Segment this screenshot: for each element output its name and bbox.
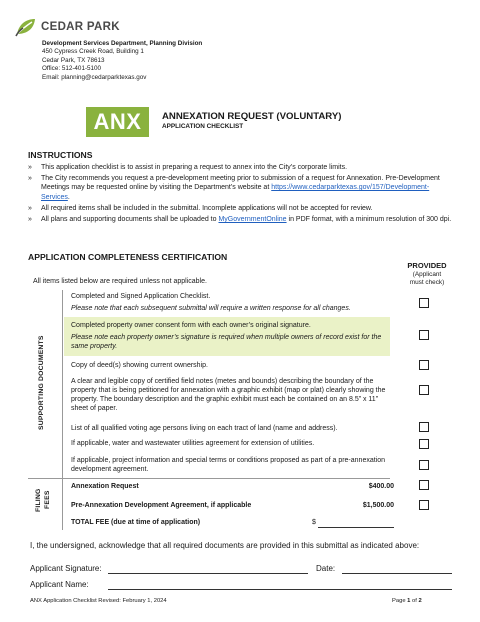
bullet: » bbox=[28, 175, 32, 183]
checklist-item bbox=[71, 292, 391, 313]
office-phone: Office: 512-401-5100 bbox=[42, 65, 102, 73]
form-subtitle: APPLICATION CHECKLIST bbox=[162, 123, 244, 130]
checkbox-application-checklist[interactable] bbox=[419, 298, 429, 308]
mygovernmentonline-link[interactable]: MyGovernmentOnline bbox=[218, 216, 287, 224]
page-label: Page bbox=[392, 598, 406, 604]
all-required-note: All items listed below are required unless not applicable. bbox=[33, 278, 207, 285]
instruction-text-part: . bbox=[67, 193, 70, 201]
instruction-text-part: The City recommends you request a pre-development meeting prior to submission of a request for Annexation. Pre-Development Meetings may be requested online by visiting the Department’s website at bbox=[41, 175, 440, 192]
checkbox-agreement-fee[interactable] bbox=[419, 500, 429, 510]
anx-badge: ANX bbox=[86, 107, 149, 137]
instruction-text: All required items shall be included in the submittal. Incomplete applications will not be accepted for review. bbox=[41, 204, 373, 212]
checkbox-field-notes[interactable] bbox=[419, 385, 429, 395]
section-divider bbox=[28, 478, 390, 479]
page-of: of bbox=[412, 598, 417, 604]
bullet: » bbox=[28, 164, 32, 171]
cedar-park-leaf-icon bbox=[14, 16, 38, 38]
item-text: Completed and Signed Application Checklist. bbox=[71, 293, 211, 300]
instruction-item bbox=[28, 215, 454, 224]
provided-subheader bbox=[400, 271, 454, 286]
checkbox-development-agreement[interactable] bbox=[419, 460, 429, 470]
fee-amount: $1,500.00 bbox=[362, 502, 394, 509]
instruction-text bbox=[41, 215, 451, 224]
instruction-text-part: in PDF format, with a minimum resolution of 300 dpi. bbox=[288, 216, 452, 224]
item-text: If applicable, project information and special terms or conditions proposed as part of a pre-annexation development agreement. bbox=[71, 457, 386, 473]
checklist-item bbox=[71, 377, 391, 413]
item-text: A clear and legible copy of certified field notes (metes and bounds) describing the boundary of the property that is being petitioned for annexation with a graphic exhibit (map or plat) clearly showing the property. The boundary description and the graphic exhibit must each be contained on an 8.5” x 11” sheet of paper. bbox=[71, 378, 386, 412]
instructions-list bbox=[28, 163, 454, 226]
address-line-2: Cedar Park, TX 78613 bbox=[42, 56, 105, 64]
date-label: Date: bbox=[316, 564, 336, 573]
footer-revision: ANX Application Checklist Revised: February 1, 2024 bbox=[30, 598, 167, 604]
filing-fees-label: FILING FEES bbox=[35, 488, 51, 512]
page-indicator bbox=[392, 598, 422, 604]
checklist-item bbox=[71, 456, 391, 474]
provided-header: PROVIDED bbox=[407, 261, 447, 270]
checklist-item bbox=[71, 424, 401, 433]
provided-subheader-line: (Applicant bbox=[412, 271, 442, 278]
checklist-item bbox=[71, 439, 401, 448]
checkbox-annexation-fee[interactable] bbox=[419, 480, 429, 490]
logo-text: CEDAR PARK bbox=[41, 21, 120, 33]
bullet: » bbox=[28, 204, 32, 212]
instruction-text bbox=[41, 174, 454, 202]
email: Email: planning@cedarparktexas.gov bbox=[42, 73, 147, 81]
signature-label: Applicant Signature: bbox=[30, 564, 102, 573]
item-text: List of all qualified voting age persons living on each tract of land (name and address). bbox=[71, 425, 338, 432]
column-divider bbox=[62, 290, 63, 530]
page-total: 2 bbox=[418, 598, 422, 604]
total-fee-field[interactable] bbox=[318, 527, 394, 528]
fee-label: Annexation Request bbox=[71, 483, 139, 490]
form-title: ANNEXATION REQUEST (VOLUNTARY) bbox=[162, 111, 342, 122]
date-field[interactable] bbox=[342, 573, 452, 574]
checkbox-deed[interactable] bbox=[419, 360, 429, 370]
bullet: » bbox=[28, 216, 32, 224]
fee-label: Pre-Annexation Development Agreement, if applicable bbox=[71, 502, 252, 509]
instruction-item bbox=[28, 163, 454, 172]
department-name: Development Services Department, Planning Division bbox=[42, 40, 203, 47]
page-number: 1 bbox=[407, 598, 411, 604]
checklist-item bbox=[71, 321, 389, 351]
checkbox-owner-consent[interactable] bbox=[419, 330, 429, 340]
certification-heading: APPLICATION COMPLETENESS CERTIFICATION bbox=[28, 252, 228, 262]
instruction-text: This application checklist is to assist in preparing a request to annex into the City’s corporate limits. bbox=[41, 164, 348, 171]
checkbox-voter-list[interactable] bbox=[419, 422, 429, 432]
acknowledgement-text: I, the undersigned, acknowledge that all required documents are provided in this submittal as indicated above: bbox=[30, 541, 420, 550]
item-text: If applicable, water and wastewater utilities agreement for extension of utilities. bbox=[71, 440, 315, 447]
supporting-documents-label: SUPPORTING DOCUMENTS bbox=[38, 335, 45, 431]
fee-amount: $400.00 bbox=[368, 483, 394, 490]
provided-subheader-line: must check) bbox=[409, 278, 445, 286]
instruction-text-part: All plans and supporting documents shall be uploaded to bbox=[41, 216, 217, 224]
development-services-link[interactable]: https://www.cedarparktexas.gov/157/Development-Services bbox=[41, 184, 430, 201]
item-note: Please note each property owner’s signature is required when multiple owners of record exist for the same property. bbox=[71, 334, 382, 350]
checklist-item bbox=[71, 361, 391, 370]
instruction-item bbox=[28, 204, 454, 213]
instruction-item bbox=[28, 174, 454, 202]
name-field[interactable] bbox=[108, 589, 452, 590]
instructions-heading: INSTRUCTIONS bbox=[28, 150, 93, 160]
signature-field[interactable] bbox=[108, 573, 308, 574]
item-text: Copy of deed(s) showing current ownership. bbox=[71, 362, 208, 369]
total-fee-label: TOTAL FEE (due at time of application) bbox=[71, 519, 201, 526]
total-fee-currency: $ bbox=[312, 519, 316, 526]
address-line-1: 450 Cypress Creek Road, Building 1 bbox=[42, 48, 144, 56]
item-text: Completed property owner consent form with each owner’s original signature. bbox=[71, 322, 311, 329]
item-note: Please note that each subsequent submittal will require a written response for all changes. bbox=[71, 305, 351, 312]
name-label: Applicant Name: bbox=[30, 580, 89, 589]
logo bbox=[14, 16, 154, 38]
checkbox-utilities-agreement[interactable] bbox=[419, 439, 429, 449]
department-info bbox=[42, 40, 302, 82]
